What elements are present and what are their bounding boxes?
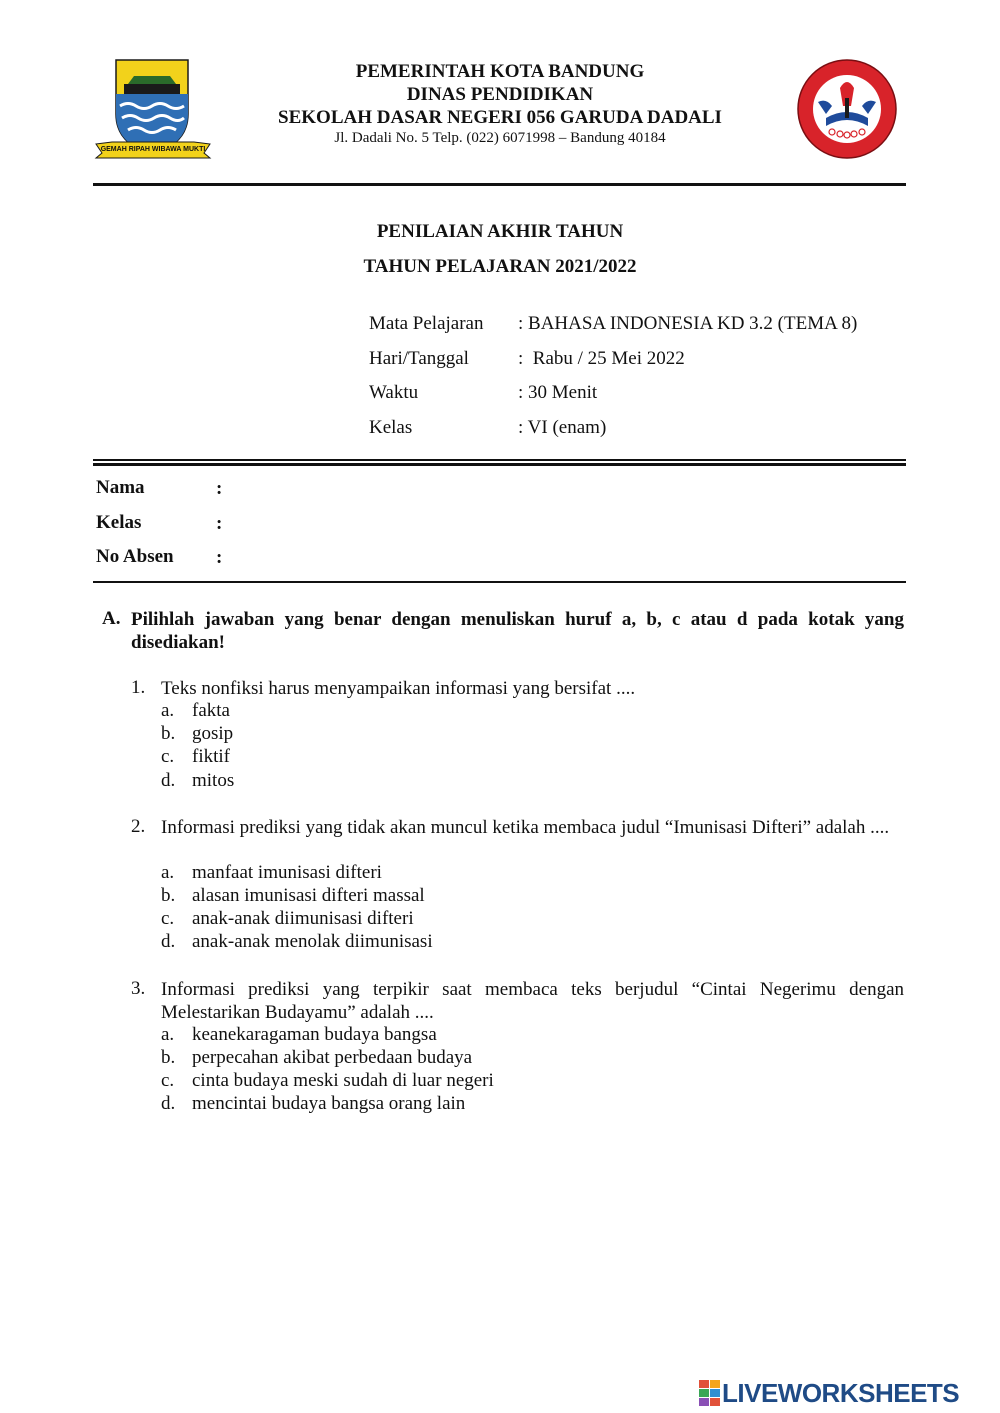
option-text[interactable]: manfaat imunisasi difteri [192, 862, 382, 883]
option-letter: b. [161, 885, 176, 906]
student-class-label: Kelas [96, 512, 142, 533]
identity-divider [93, 581, 906, 583]
liveworksheets-logo-icon [699, 1380, 721, 1406]
student-name-field[interactable]: : [216, 478, 223, 499]
left-logo-motto: GEMAH RIPAH WIBAWA MUKTI [100, 146, 206, 153]
option-text[interactable]: anak-anak menolak diimunisasi [192, 931, 433, 952]
letterhead-department: DINAS PENDIDIKAN [406, 84, 594, 105]
school-emblem-icon [796, 58, 898, 160]
option-text[interactable]: fiktif [192, 746, 230, 767]
option-letter: d. [161, 1093, 176, 1114]
info-value-subject: : BAHASA INDONESIA KD 3.2 (TEMA 8) [518, 313, 858, 334]
option-letter: a. [161, 862, 175, 883]
option-text[interactable]: perpecahan akibat perbedaan budaya [192, 1047, 473, 1068]
section-letter: A. [102, 608, 121, 629]
question-text: Informasi prediksi yang tidak akan muncul ketika membaca judul “Imunisasi Difteri” adalah .... [161, 817, 890, 838]
letterhead-school-name: SEKOLAH DASAR NEGERI 056 GARUDA DADALI [278, 107, 722, 128]
letterhead-address: Jl. Dadali No. 5 Telp. (022) 6071998 – Bandung 40184 [334, 130, 666, 146]
info-label-date: Hari/Tanggal [369, 348, 469, 369]
question-text: Informasi prediksi yang terpikir saat membaca teks berjudul “Cintai Negerimu dengan Melestarikan Budayamu” adalah .... [161, 979, 904, 1023]
option-text[interactable]: cinta budaya meski sudah di luar negeri [192, 1070, 494, 1091]
question-number: 3. [131, 978, 146, 999]
double-divider-bottom [93, 463, 906, 466]
option-text[interactable]: keanekaragaman budaya bangsa [192, 1024, 437, 1045]
option-letter: a. [161, 1024, 175, 1045]
info-value-class: : VI (enam) [518, 417, 607, 438]
option-text[interactable]: anak-anak diimunisasi difteri [192, 908, 414, 929]
student-name-label: Nama [96, 477, 145, 498]
info-value-date: : Rabu / 25 Mei 2022 [518, 348, 685, 369]
option-letter: c. [161, 746, 175, 767]
student-absen-label: No Absen [96, 546, 174, 567]
info-label-class: Kelas [369, 417, 413, 438]
option-text[interactable]: alasan imunisasi difteri massal [192, 885, 425, 906]
option-letter: b. [161, 723, 176, 744]
liveworksheets-watermark[interactable]: LIVEWORKSHEETS [722, 1378, 960, 1408]
double-divider-top [93, 459, 906, 461]
student-absen-field[interactable]: : [216, 547, 223, 568]
section-instruction: Pilihlah jawaban yang benar dengan menuliskan huruf a, b, c atau d pada kotak yang disediakan! [131, 609, 904, 653]
option-letter: c. [161, 908, 175, 929]
exam-title: PENILAIAN AKHIR TAHUN [376, 221, 624, 242]
info-value-time: : 30 Menit [518, 382, 598, 403]
question-text: Teks nonfiksi harus menyampaikan informasi yang bersifat .... [161, 678, 636, 699]
option-letter: a. [161, 700, 175, 721]
option-text[interactable]: gosip [192, 723, 234, 744]
info-label-time: Waktu [369, 382, 419, 403]
option-letter: d. [161, 770, 176, 791]
exam-year: TAHUN PELAJARAN 2021/2022 [363, 256, 637, 277]
option-text[interactable]: fakta [192, 700, 230, 721]
option-letter: d. [161, 931, 176, 952]
option-text[interactable]: mitos [192, 770, 235, 791]
option-text[interactable]: mencintai budaya bangsa orang lain [192, 1093, 466, 1114]
letterhead-divider [93, 183, 906, 186]
option-letter: b. [161, 1047, 176, 1068]
question-number: 2. [131, 816, 146, 837]
info-label-subject: Mata Pelajaran [369, 313, 484, 334]
letterhead-government: PEMERINTAH KOTA BANDUNG [355, 61, 645, 82]
question-number: 1. [131, 677, 146, 698]
option-letter: c. [161, 1070, 175, 1091]
student-class-field[interactable]: : [216, 513, 223, 534]
